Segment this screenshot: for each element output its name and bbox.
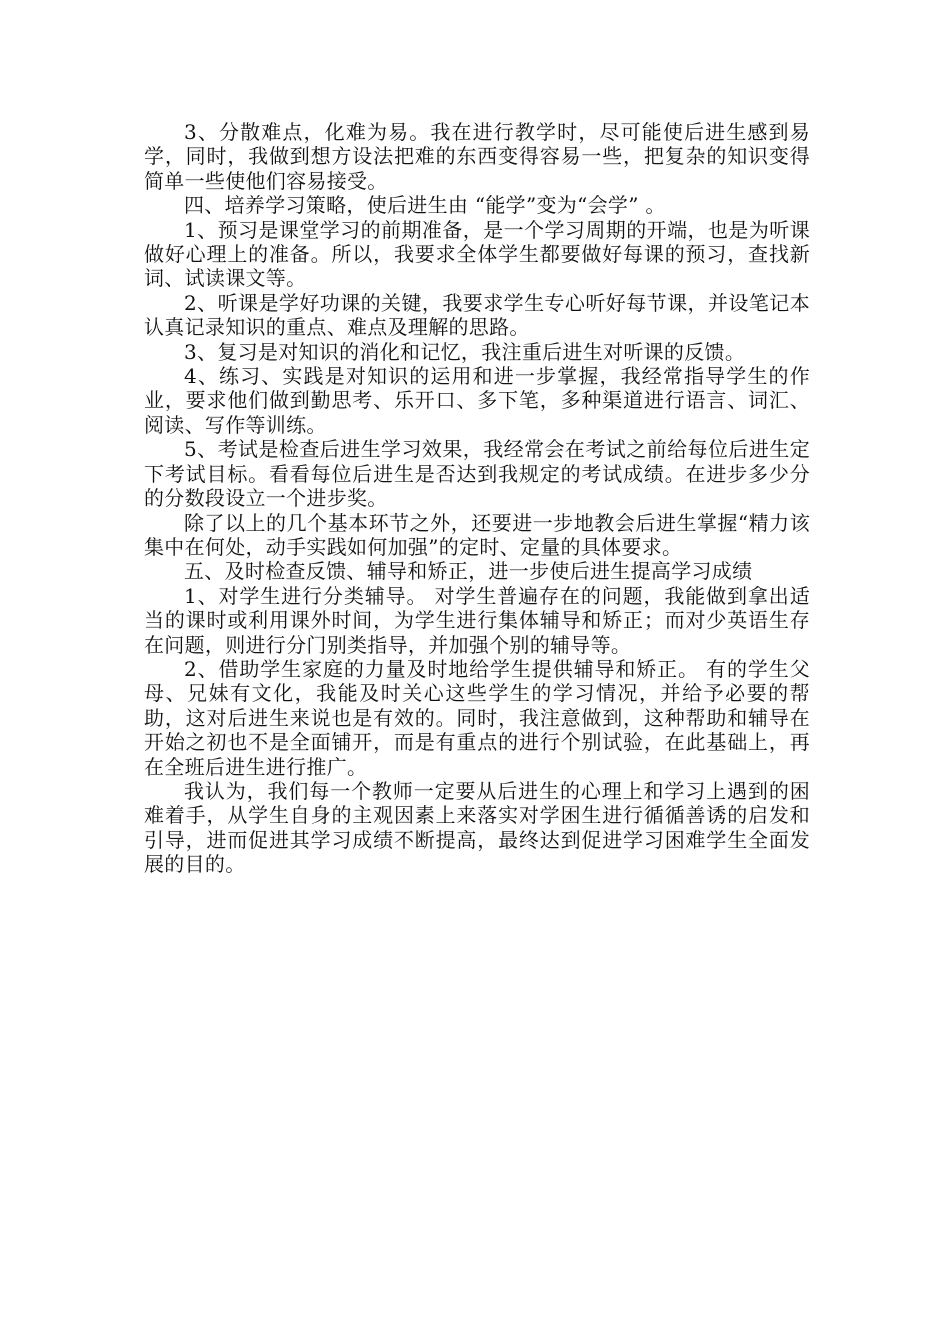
paragraph: 3、复习是对知识的消化和记忆，我注重后进生对听课的反馈。: [184, 339, 746, 364]
paragraph: 3、分散难点，化难为易。我在进行教学时，尽可能使后进生感到易学，同时，我做到想方设法把难的东西变得容易一些，把复杂的知识变得简单一些使他们容易接受。: [144, 120, 810, 193]
paragraph: 我认为，我们每一个教师一定要从后进生的心理上和学习上遇到的困难着手，从学生自身的主观因素上来落实对学困生进行循循善诱的启发和引导，进而促进其学习成绩不断提高，最终达到促进学习困难学生全面发展的目的。: [144, 778, 810, 877]
paragraph: 1、预习是课堂学习的前期准备，是一个学习周期的开端，也是为听课做好心理上的准备。所以，我要求全体学生都要做好每课的预习，查找新词、试读课文等。: [144, 217, 810, 291]
paragraph: 5、考试是检查后进生学习效果，我经常会在考试之前给每位后进生定下考试目标。看看每位后进生是否达到我规定的考试成绩。在进步多少分的分数段设立一个进步奖。: [144, 437, 810, 511]
paragraph: 4、练习、实践是对知识的运用和进一步掌握，我经常指导学生的作业，要求他们做到勤思考、乐开口、多下笔，多种渠道进行语言、词汇、阅读、写作等训练。: [144, 364, 810, 437]
paragraph: 2、听课是学好功课的关键，我要求学生专心听好每节课，并设笔记本认真记录知识的重点、难点及理解的思路。: [144, 290, 810, 340]
paragraph: 1、对学生进行分类辅导。 对学生普遍存在的问题，我能做到拿出适当的课时或利用课外时间，为学生进行集体辅导和矫正；而对少英语生存在问题，则进行分门别类指导，并加强个别的辅导等。: [144, 583, 810, 657]
paragraph: 2、借助学生家庭的力量及时地给学生提供辅导和矫正。 有的学生父母、兄妹有文化，我能及时关心这些学生的学习情况，并给予必要的帮助，这对后进生来说也是有效的。同时，我注意做到，这种帮助和辅导在开始之初也不是全面铺开，而是有重点的进行个别试验，在此基础上，再在全班后进生进行推广。: [144, 656, 810, 779]
section-heading: 五、及时检查反馈、辅导和矫正，进一步使后进生提高学习成绩: [184, 559, 753, 584]
section-heading: 四、培养学习策略，使后进生由 “能学”变为“会学” 。: [184, 193, 666, 218]
document-body: [144, 120, 810, 877]
paragraph: 除了以上的几个基本环节之外，还要进一步地教会后进生掌握“精力该集中在何处，动手实践如何加强”的定时、定量的具体要求。: [144, 510, 810, 559]
